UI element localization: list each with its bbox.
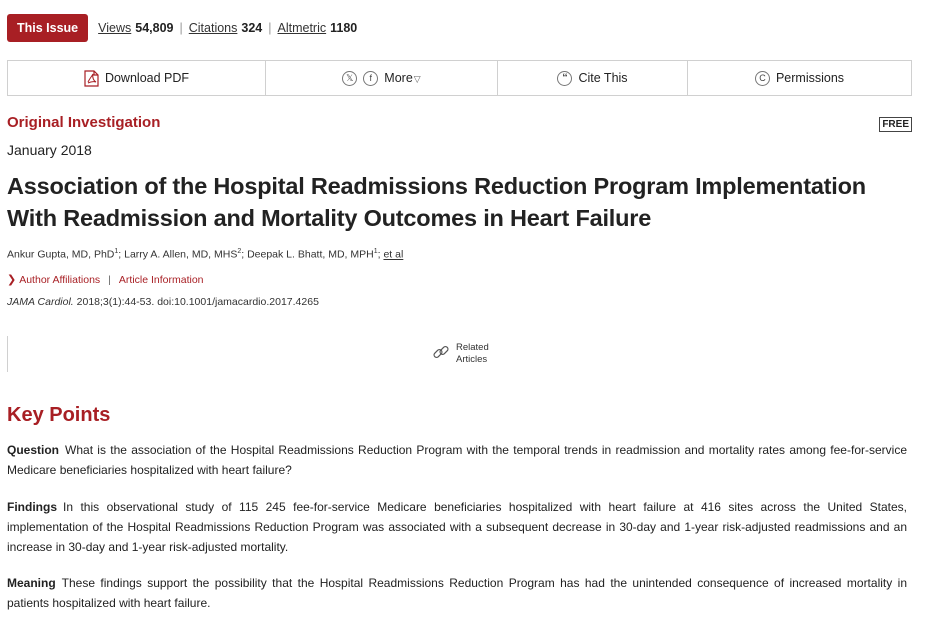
affiliation-marker: 2 [237,248,242,255]
article-title: Association of the Hospital Readmissions Reduction Program Implementation With Readmission and Mortality Outcomes in Heart Failure [7,173,866,231]
views-count: 54,809 [135,21,174,35]
link-icon [432,343,450,366]
author-list: Ankur Gupta, MD, PhD$^1$; Larry A. Allen, MD, MHS$^2$; Deepak L. Bhatt, MD, MPH$^1$; et al [7,248,404,261]
share-more-group [266,61,498,95]
related-articles-button[interactable] [432,342,489,366]
issue-metrics-bar [7,14,357,42]
article-information-link[interactable]: Article Information [118,273,204,286]
permissions-label: Permissions [775,71,845,85]
meaning-label: Meaning [7,576,56,590]
affiliation-marker: 1 [114,248,119,255]
publication-date: January 2018 [7,142,92,158]
citations-count: 324 [241,21,263,35]
altmetric-link[interactable]: Altmetric [277,21,327,35]
cite-this-button[interactable] [498,61,688,95]
key-points-heading: Key Points [7,404,111,426]
et-al-link[interactable]: et al [383,248,404,261]
download-pdf-label: Download PDF [104,71,190,85]
this-issue-button[interactable]: This Issue [7,14,88,42]
article-info-links [7,273,204,286]
chevron-down-icon: ▽ [413,74,421,84]
citations-link[interactable]: Citations [188,21,238,35]
copyright-icon: C [755,71,770,86]
pdf-icon [84,70,99,87]
question-label: Question [7,443,60,457]
metric-divider: | [179,21,183,35]
findings-text: In this observational study of 115 245 fee-for-service Medicare beneficiaries hospitalized with heart failure at 416 sites across the United States, implementation of the Hospital Readmissions Reduction Program was associated with a subsequent decrease in 30-day and 1-year risk-adjusted readmissions and an increase in 30-day and 1-year risk-adjusted mortality. [7,500,907,554]
metric-divider: | [268,21,272,35]
article-metrics [98,21,357,35]
article-type: Original Investigation [7,114,161,131]
related-label-line2: Articles [456,354,488,365]
question-text: What is the association of the Hospital Readmissions Reduction Program with the temporal trends in readmission and mortality rates among fee-for-service Medicare beneficiaries hospitalized with heart failure? [7,443,907,477]
key-point-question [7,440,907,480]
findings-label: Findings [7,500,57,514]
related-articles-bar [7,336,912,372]
citation-line [7,296,319,308]
author-affiliations-link[interactable]: Author Affiliations [19,273,101,286]
quote-icon: “ [557,71,572,86]
chevron-right-icon: ❯ [7,274,17,286]
altmetric-score: 1180 [330,21,358,35]
author-name[interactable]: Larry A. Allen, MD, MHS [124,248,238,261]
cite-this-label: Cite This [578,71,628,85]
permissions-button[interactable] [688,61,911,95]
author-name[interactable]: Ankur Gupta, MD, PhD [7,248,115,261]
author-name[interactable]: Deepak L. Bhatt, MD, MPH [247,248,374,261]
download-pdf-button[interactable] [8,61,266,95]
twitter-icon[interactable]: 𝕏 [342,71,357,86]
journal-name: JAMA Cardiol. [7,296,74,308]
related-label-line1: Related [456,342,489,353]
related-articles-label [456,342,489,366]
views-link[interactable]: Views [98,21,132,35]
facebook-icon[interactable]: f [363,71,378,86]
affiliation-marker: 1 [373,248,378,255]
citation-details: 2018;3(1):44-53. doi:10.1001/jamacardio.2017.4265 [76,296,319,308]
more-label: More [384,71,413,85]
link-divider: | [108,273,111,286]
article-toolbar [7,60,912,96]
meaning-text: These findings support the possibility that the Hospital Readmissions Reduction Program has had the unintended consequence of increased mortality in patients hospitalized with heart failure. [7,576,907,610]
key-point-meaning [7,573,907,613]
more-dropdown[interactable] [384,71,420,85]
key-point-findings [7,497,907,557]
free-access-badge: FREE [879,117,912,132]
